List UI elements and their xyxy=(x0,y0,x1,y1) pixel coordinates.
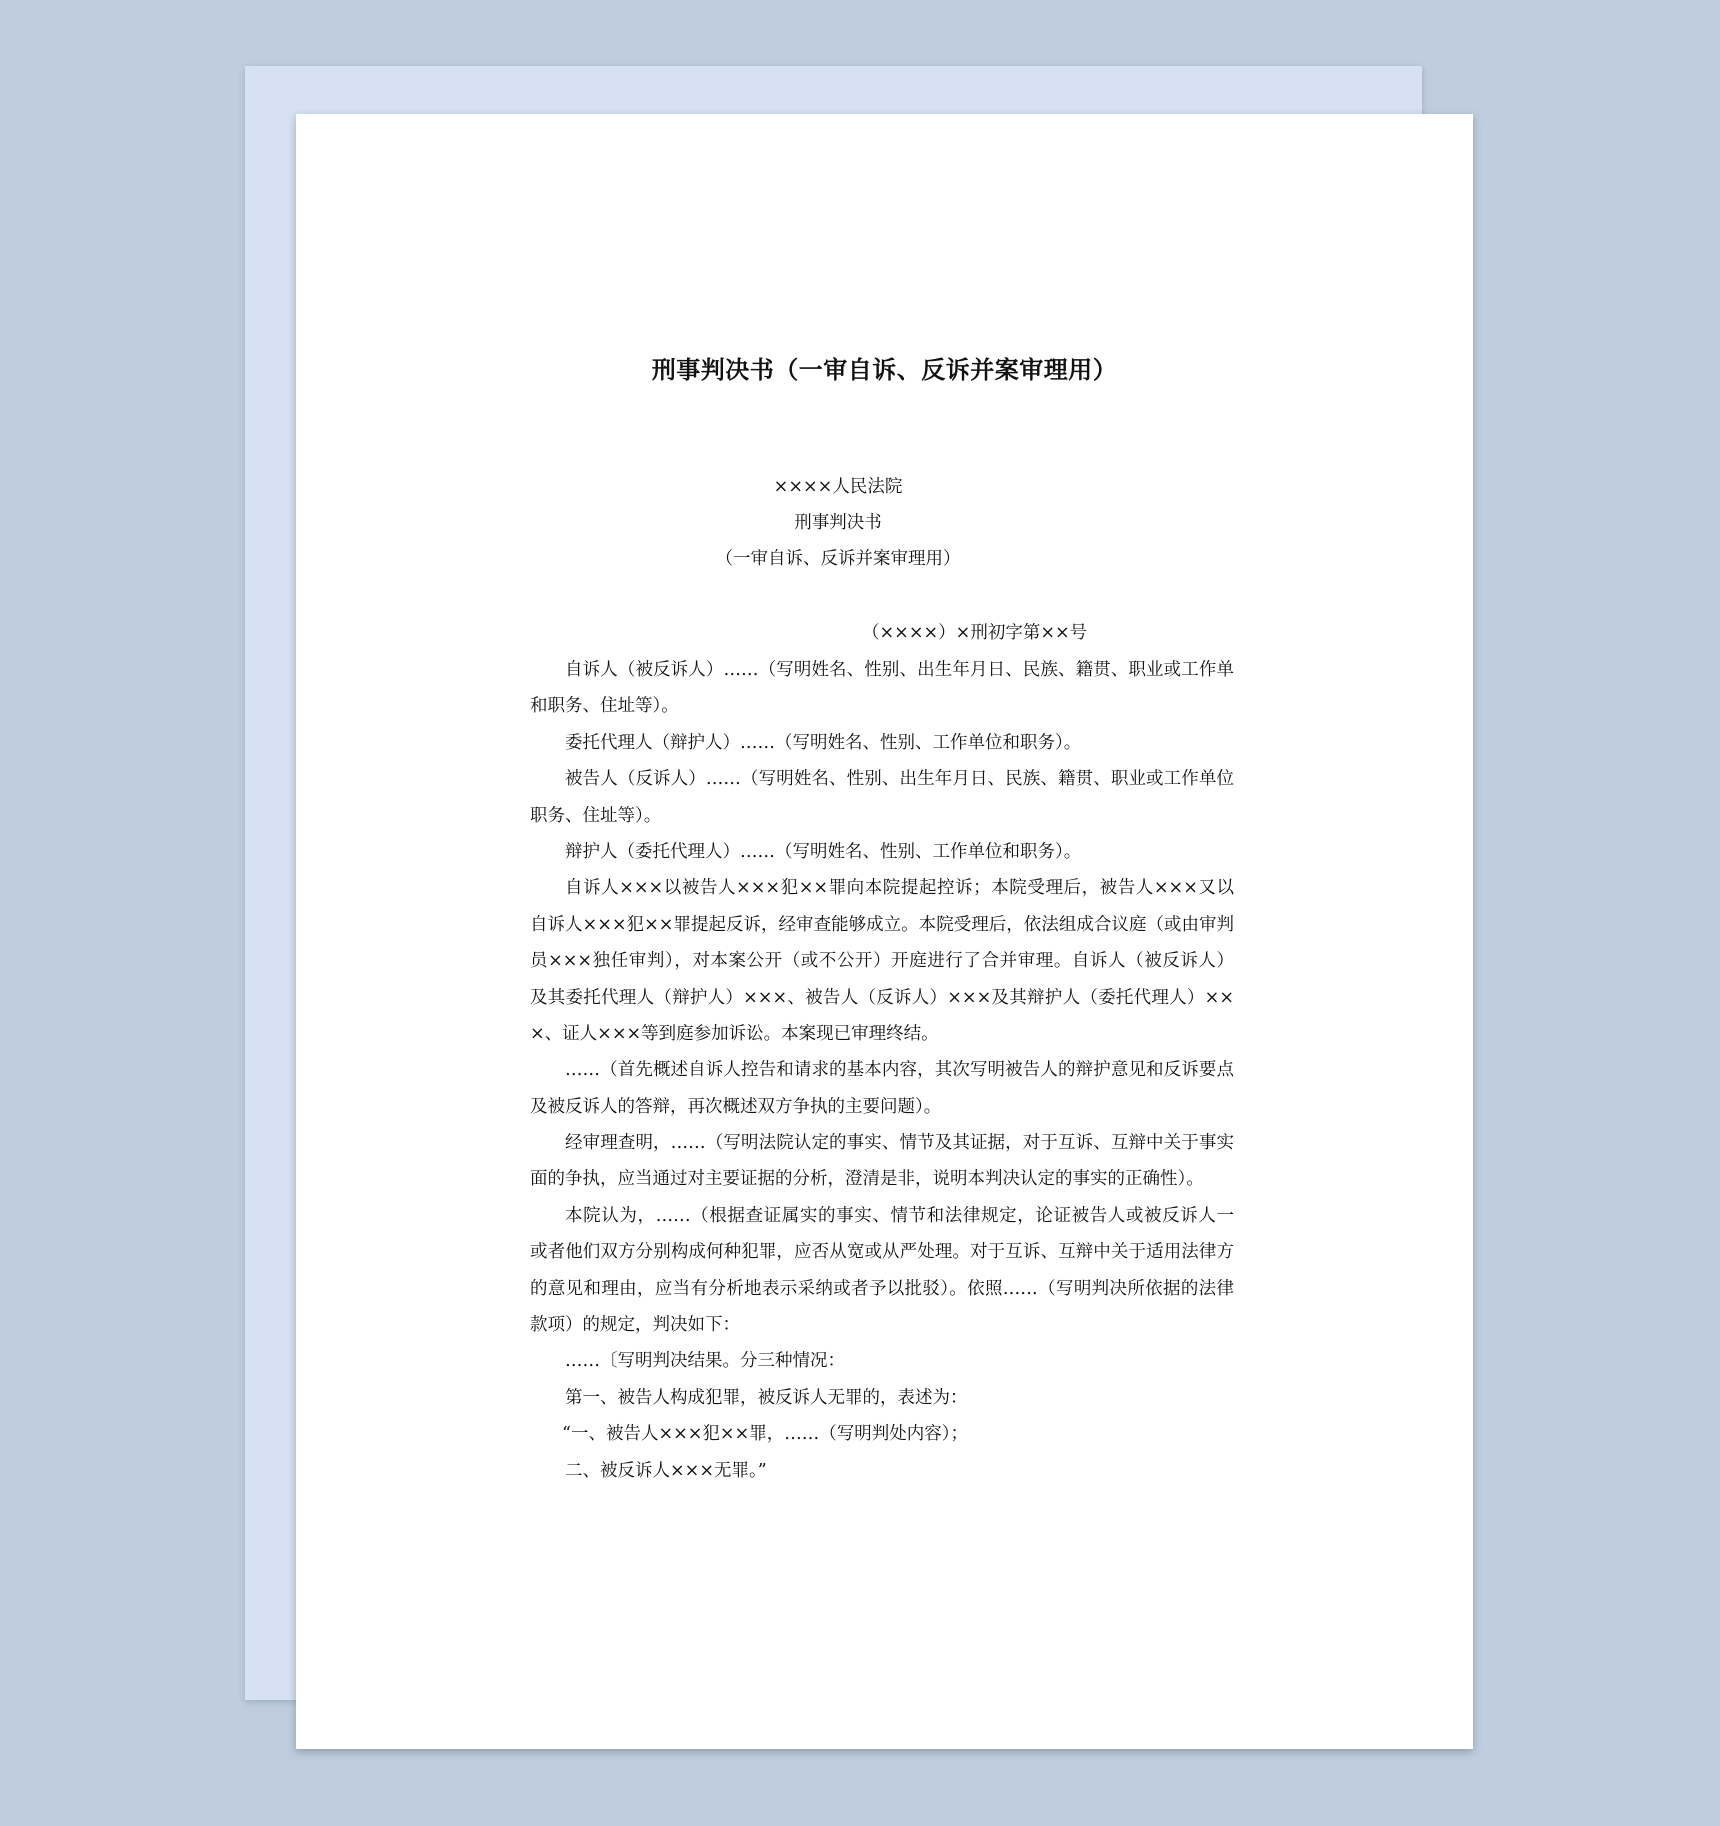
body-line: 及被反诉人的答辩，再次概述双方争执的主要问题）。 xyxy=(530,1096,942,1117)
document-page xyxy=(296,114,1473,1749)
document-type: 刑事判决书 xyxy=(794,513,882,533)
body-line: ……（首先概述自诉人控告和请求的基本内容，其次写明被告人的辩护意见和反诉要点 xyxy=(565,1060,1234,1081)
body-line: ×、证人×××等到庭参加诉讼。本案现已审理终结。 xyxy=(530,1023,939,1044)
body-line: 委托代理人（辩护人）……（写明姓名、性别、工作单位和职务）。 xyxy=(565,732,1082,753)
body-line: 本院认为，……（根据查证属实的事实、情节和法律规定，论证被告人或被反诉人一 xyxy=(565,1205,1234,1226)
body-line: 员×××独任审判），对本案公开（或不公开）开庭进行了合并审理。自诉人（被反诉人） xyxy=(530,951,1234,972)
body-line: 二、被反诉人×××无罪。” xyxy=(565,1460,767,1481)
body-line: 第一、被告人构成犯罪，被反诉人无罪的，表述为： xyxy=(565,1387,968,1408)
body-line: 被告人（反诉人）……（写明姓名、性别、出生年月日、民族、籍贯、职业或工作单位 xyxy=(565,769,1234,790)
body-line: 面的争执，应当通过对主要证据的分析，澄清是非，说明本判决认定的事实的正确性）。 xyxy=(530,1169,1204,1190)
body-line: 自诉人（被反诉人）……（写明姓名、性别、出生年月日、民族、籍贯、职业或工作单 xyxy=(565,660,1234,680)
body-line: 自诉人×××以被告人×××犯××罪向本院提起控诉；本院受理后，被告人×××又以 xyxy=(565,878,1234,899)
body-line: 的意见和理由，应当有分析地表示采纳或者予以批驳）。依照……（写明判决所依据的法律 xyxy=(530,1278,1234,1299)
document-body xyxy=(530,652,1234,1489)
body-line: 及其委托代理人（辩护人）×××、被告人（反诉人）×××及其辩护人（委托代理人）×× xyxy=(530,987,1234,1008)
body-line: ……〔写明判决结果。分三种情况： xyxy=(565,1351,845,1372)
body-line: 款项）的规定，判决如下： xyxy=(530,1315,740,1336)
body-line: 职务、住址等）。 xyxy=(530,805,662,826)
document-title: 刑事判决书（一审自诉、反诉并案审理用） xyxy=(651,356,1118,384)
body-line: 自诉人×××犯××罪提起反诉，经审查能够成立。本院受理后，依法组成合议庭（或由审判 xyxy=(530,914,1234,935)
body-line: 经审理查明，……（写明法院认定的事实、情节及其证据，对于互诉、互辩中关于事实 xyxy=(565,1133,1234,1154)
case-number: （××××）×刑初字第××号 xyxy=(862,623,1088,643)
body-line: 或者他们双方分别构成何种犯罪，应否从宽或从严处理。对于互诉、互辩中关于适用法律方 xyxy=(530,1242,1234,1263)
court-name: ××××人民法院 xyxy=(773,477,903,497)
body-line: 和职务、住址等）。 xyxy=(530,696,679,717)
body-line: “一、被告人×××犯××罪，……（写明判处内容）； xyxy=(562,1424,969,1445)
document-subtitle: （一审自诉、反诉并案审理用） xyxy=(715,549,961,569)
body-line: 辩护人（委托代理人）……（写明姓名、性别、工作单位和职务）。 xyxy=(565,841,1082,862)
